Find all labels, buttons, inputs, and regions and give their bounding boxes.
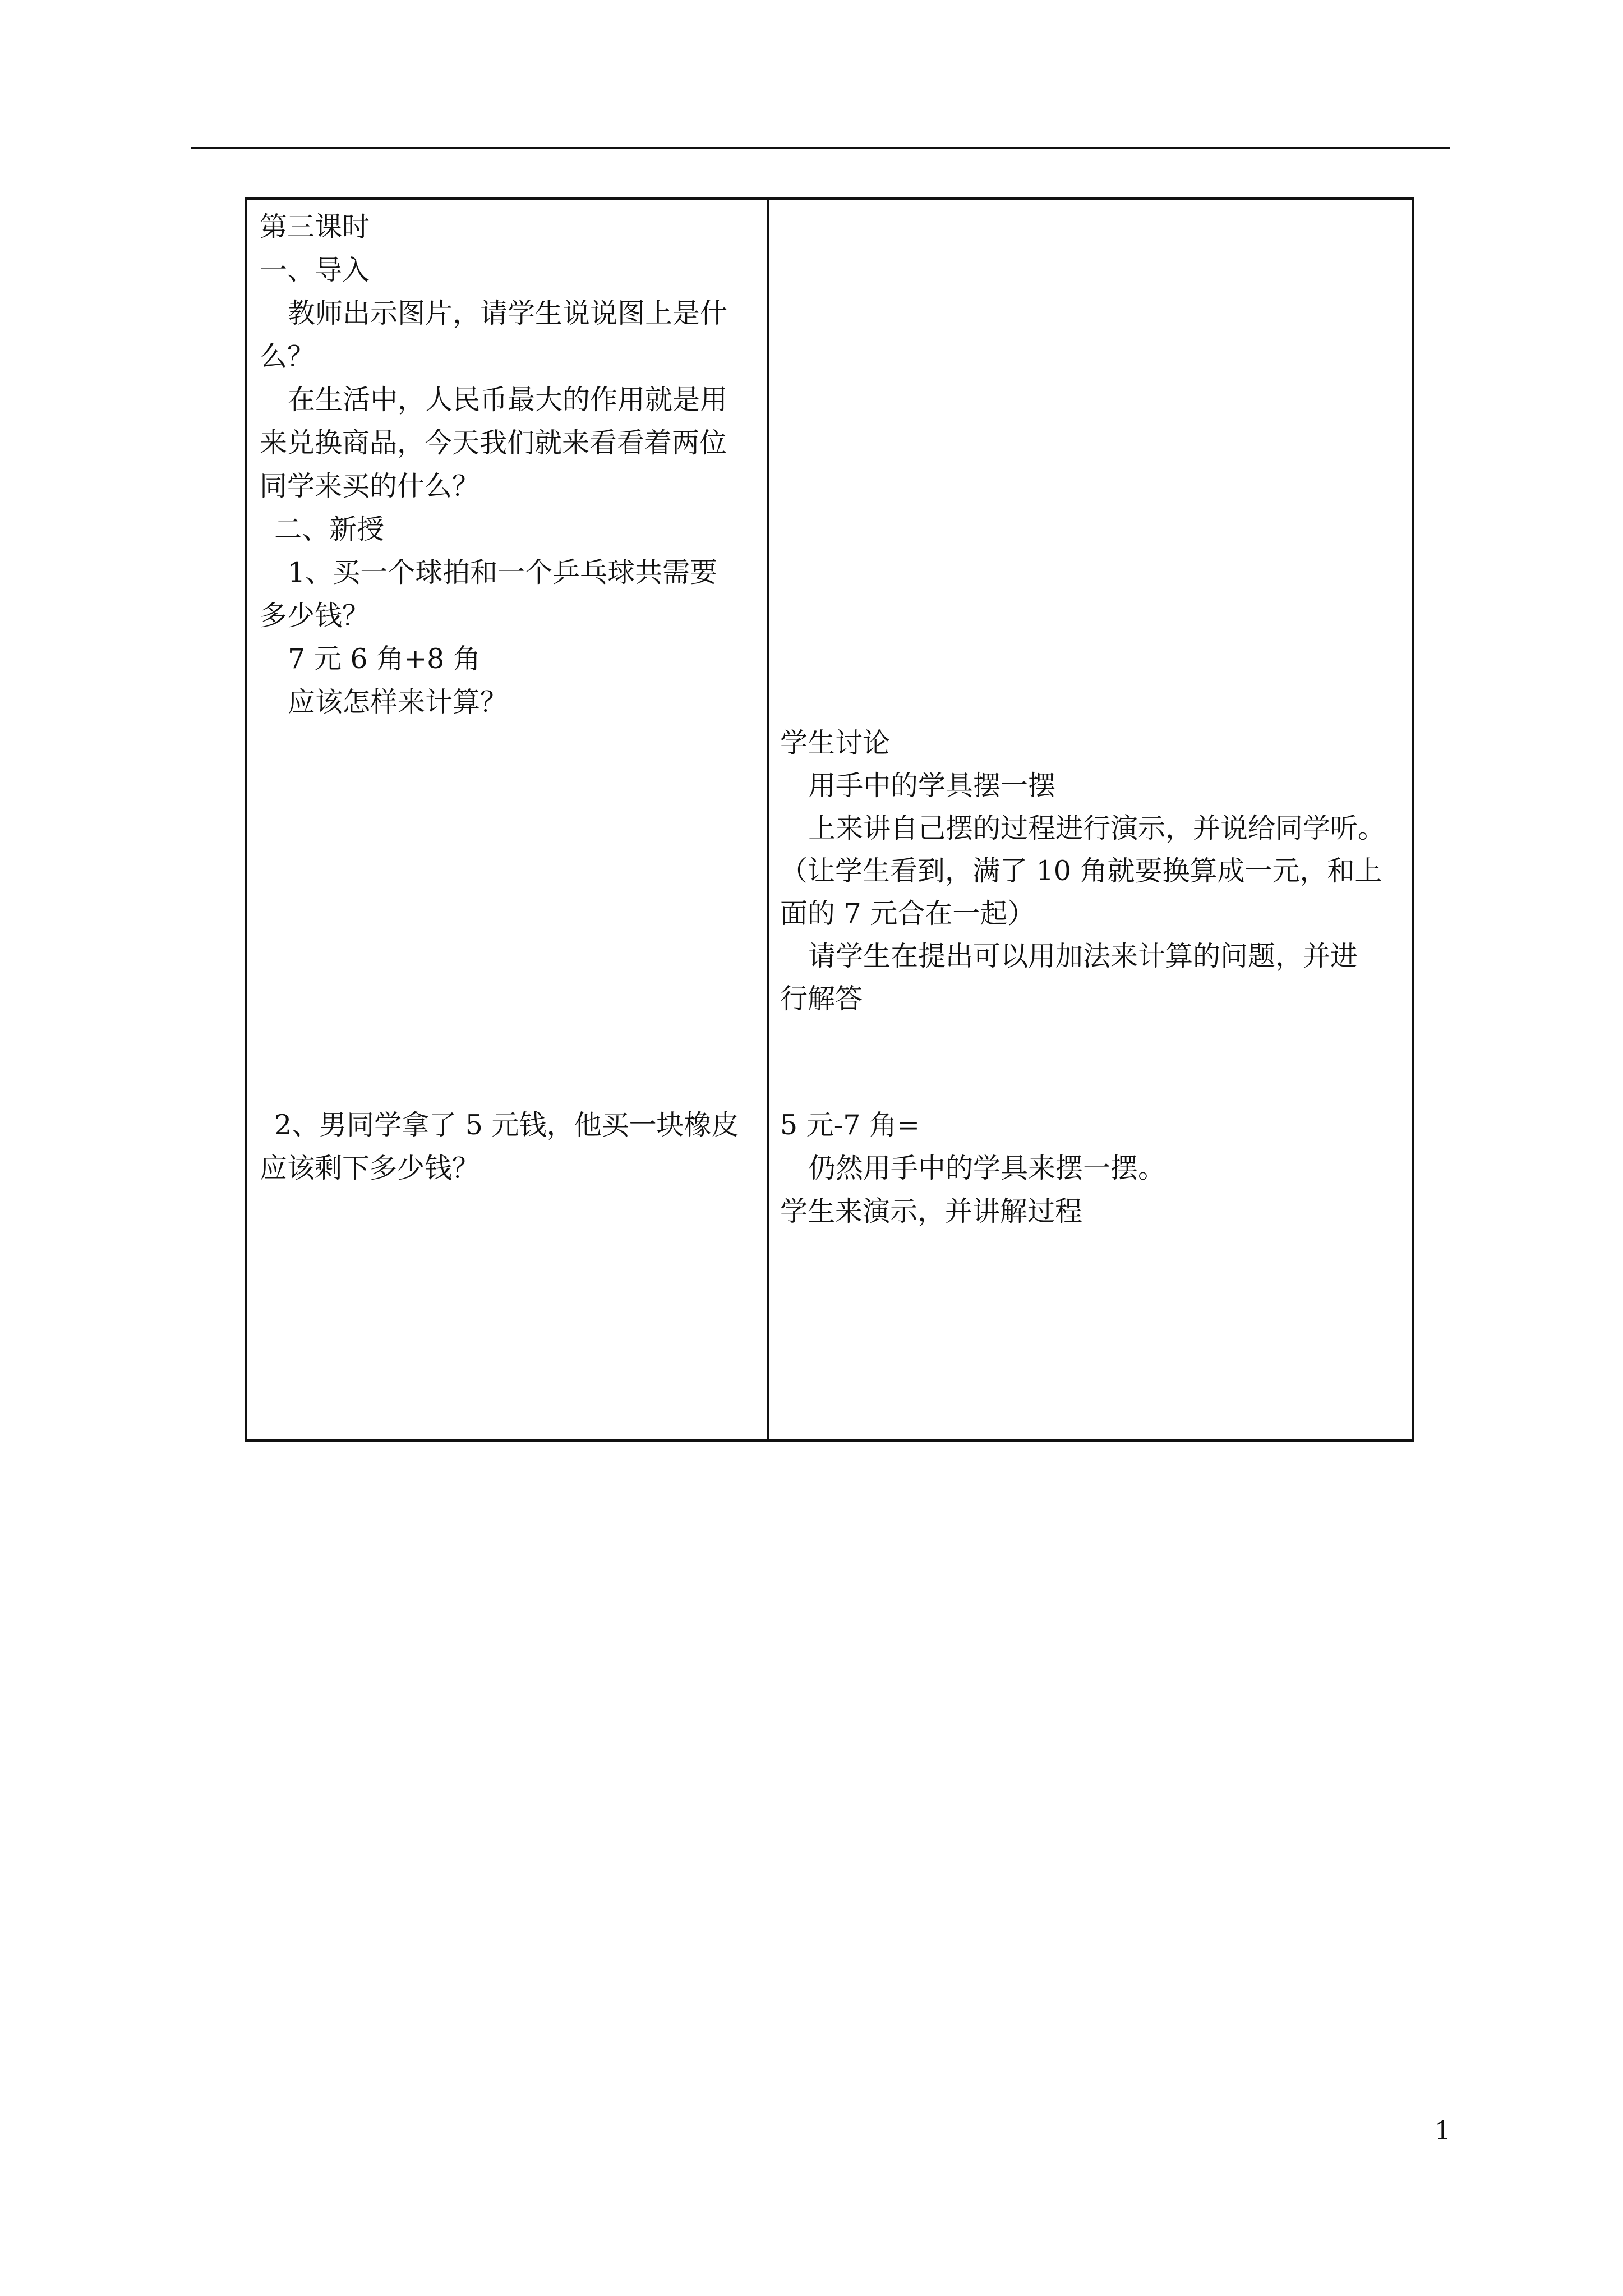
question2-expression: 5 元-7 角= — [780, 1109, 920, 1141]
question2-text-line: 应该剩下多少钱？ — [260, 1152, 480, 1184]
intro-text-line: 来兑换商品，今天我们就来看看着两位 — [260, 427, 727, 459]
intro-heading: 一、导入 — [260, 254, 370, 286]
intro-text-line: 在生活中，人民币最大的作用就是用 — [288, 384, 728, 416]
lesson-title: 第三课时 — [260, 211, 370, 243]
column-divider — [767, 200, 769, 1439]
intro-text-line: 教师出示图片，请学生说说图上是什 — [288, 297, 728, 329]
question1-text-line: 1、买一个球拍和一个乒乓球共需要 — [288, 556, 718, 588]
right-column-cell — [780, 200, 1408, 1439]
discussion-text-line: 行解答 — [780, 983, 863, 1015]
lesson-table — [245, 197, 1414, 1442]
discussion-text-line: 用手中的学具摆一摆 — [808, 770, 1056, 802]
question2-activity-line: 学生来演示，并讲解过程 — [780, 1195, 1083, 1227]
discussion-text-line: （让学生看到，满了 10 角就要换算成一元，和上 — [780, 855, 1382, 887]
left-column-cell — [260, 200, 764, 1439]
discussion-text-line: 上来讲自己摆的过程进行演示，并说给同学听。 — [808, 812, 1386, 844]
discussion-heading: 学生讨论 — [780, 727, 891, 759]
question1-text-line: 多少钱？ — [260, 600, 370, 632]
question1-prompt: 应该怎样来计算？ — [288, 686, 508, 718]
discussion-text-line: 面的 7 元合在一起） — [780, 898, 1035, 930]
intro-text-line: 同学来买的什么？ — [260, 470, 480, 502]
discussion-text-line: 请学生在提出可以用加法来计算的问题，并进 — [808, 940, 1358, 972]
question2-activity-line: 仍然用手中的学具来摆一摆。 — [808, 1152, 1166, 1184]
question2-text-line: 2、男同学拿了 5 元钱，他买一块橡皮 — [274, 1109, 739, 1141]
page-number: 1 — [1435, 2115, 1451, 2146]
header-rule — [191, 147, 1450, 149]
new-lesson-heading: 二、新授 — [274, 513, 385, 545]
intro-text-line: 么？ — [260, 341, 315, 372]
question1-expression: 7 元 6 角+8 角 — [288, 643, 481, 675]
